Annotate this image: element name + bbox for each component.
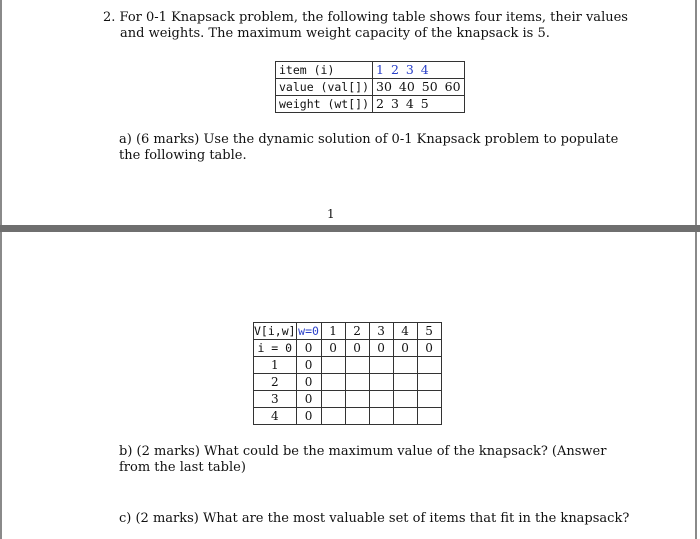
item-label: item (i) bbox=[279, 63, 335, 77]
dp-empty-cell[interactable] bbox=[345, 391, 369, 408]
dp-header-row bbox=[254, 323, 442, 340]
items-table-row bbox=[276, 96, 465, 113]
items-table bbox=[275, 61, 465, 113]
dp-cell: 0 bbox=[296, 340, 321, 357]
dp-empty-cell[interactable] bbox=[417, 357, 441, 374]
page-number: 1 bbox=[327, 207, 335, 221]
dp-empty-cell[interactable] bbox=[369, 391, 393, 408]
question-line-1: 2. For 0-1 Knapsack problem, the following table shows four items, their values bbox=[103, 10, 628, 25]
dp-cell: 0 bbox=[296, 357, 321, 374]
part-a-line-1: a) (6 marks) Use the dynamic solution of 0-1 Knapsack problem to populate bbox=[119, 132, 619, 147]
dp-cell: 0 bbox=[296, 408, 321, 425]
dp-cell: 0 bbox=[345, 340, 369, 357]
page-right-border bbox=[695, 0, 697, 227]
dp-row bbox=[254, 408, 442, 425]
page-1 bbox=[0, 0, 700, 227]
dp-row-label: 1 bbox=[254, 357, 297, 374]
dp-table bbox=[253, 322, 442, 425]
items-table-row bbox=[276, 62, 465, 79]
dp-row-label: 3 bbox=[254, 391, 297, 408]
dp-empty-cell[interactable] bbox=[369, 408, 393, 425]
dp-cell: 0 bbox=[417, 340, 441, 357]
dp-col-header: 3 bbox=[369, 323, 393, 340]
items-table-row bbox=[276, 79, 465, 96]
dp-row-label: 4 bbox=[254, 408, 297, 425]
dp-empty-cell[interactable] bbox=[417, 374, 441, 391]
items-row-label bbox=[276, 96, 373, 113]
dp-cell: 0 bbox=[369, 340, 393, 357]
part-b-line-1: b) (2 marks) What could be the maximum value of the knapsack? (Answer bbox=[119, 444, 607, 459]
part-a-line-2: the following table. bbox=[119, 148, 247, 163]
dp-col-header: w=0 bbox=[296, 323, 321, 340]
dp-cell: 0 bbox=[393, 340, 417, 357]
dp-empty-cell[interactable] bbox=[321, 408, 345, 425]
dp-row bbox=[254, 391, 442, 408]
page-right-border bbox=[695, 232, 697, 539]
dp-empty-cell[interactable] bbox=[345, 357, 369, 374]
dp-cell: 0 bbox=[296, 391, 321, 408]
item-numbers: 1 2 3 4 bbox=[373, 62, 465, 79]
page-left-border bbox=[0, 232, 2, 539]
dp-empty-cell[interactable] bbox=[345, 408, 369, 425]
dp-empty-cell[interactable] bbox=[393, 357, 417, 374]
dp-empty-cell[interactable] bbox=[321, 391, 345, 408]
dp-cell: 0 bbox=[296, 374, 321, 391]
dp-empty-cell[interactable] bbox=[393, 391, 417, 408]
part-c-line-1: c) (2 marks) What are the most valuable set of items that fit in the knapsack? bbox=[119, 511, 630, 526]
dp-corner-label: V[i,w] bbox=[254, 324, 296, 338]
page-divider bbox=[0, 225, 700, 232]
dp-cell: 0 bbox=[321, 340, 345, 357]
dp-empty-cell[interactable] bbox=[369, 357, 393, 374]
item-weights: 2 3 4 5 bbox=[373, 96, 465, 113]
dp-empty-cell[interactable] bbox=[393, 374, 417, 391]
dp-row bbox=[254, 357, 442, 374]
dp-row bbox=[254, 374, 442, 391]
items-row-label bbox=[276, 79, 373, 96]
dp-row-label: i = 0 bbox=[254, 340, 297, 357]
weight-label: weight (wt[]) bbox=[279, 97, 370, 111]
dp-empty-cell[interactable] bbox=[393, 408, 417, 425]
question-line-2: and weights. The maximum weight capacity of the knapsack is 5. bbox=[120, 26, 550, 41]
dp-row-label: 2 bbox=[254, 374, 297, 391]
dp-col-header: 4 bbox=[393, 323, 417, 340]
dp-empty-cell[interactable] bbox=[417, 408, 441, 425]
dp-empty-cell[interactable] bbox=[369, 374, 393, 391]
dp-empty-cell[interactable] bbox=[321, 374, 345, 391]
dp-row bbox=[254, 340, 442, 357]
dp-empty-cell[interactable] bbox=[345, 374, 369, 391]
dp-col-header: 1 bbox=[321, 323, 345, 340]
dp-empty-cell[interactable] bbox=[321, 357, 345, 374]
dp-empty-cell[interactable] bbox=[417, 391, 441, 408]
dp-col-header: 2 bbox=[345, 323, 369, 340]
items-row-label bbox=[276, 62, 373, 79]
item-values: 30 40 50 60 bbox=[373, 79, 465, 96]
dp-col-header: 5 bbox=[417, 323, 441, 340]
part-b-line-2: from the last table) bbox=[119, 460, 246, 475]
page-left-border bbox=[0, 0, 2, 227]
value-label: value (val[]) bbox=[279, 80, 370, 94]
